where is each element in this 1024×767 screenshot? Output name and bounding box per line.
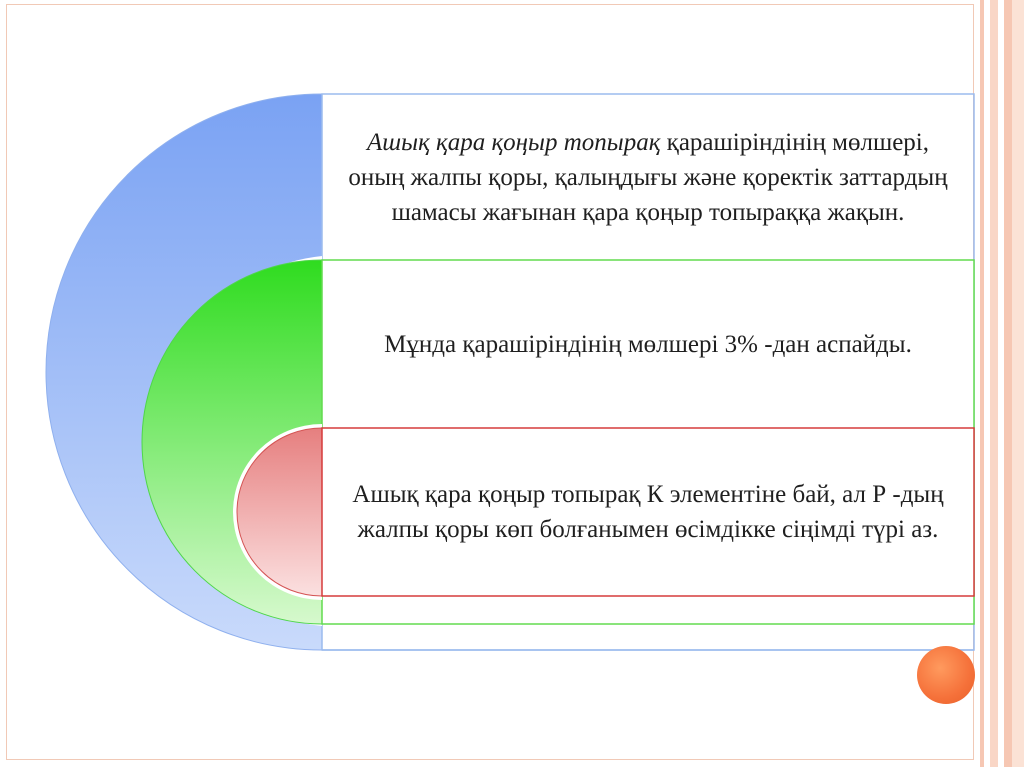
text-block-2 [322,262,974,426]
text-block-1-paragraph [336,125,960,230]
text-block-3 [322,430,974,594]
text-block-1 [322,96,974,258]
orange-circle-decoration [917,646,975,704]
text-block-3-body: Ашық қара қоңыр топырақ К элементіне бай, ал Р -дың жалпы қоры көп болғанымен өсімдікке сіңімді түрі аз. [352,481,944,543]
text-block-2-body: Мұнда қарашіріндінің мөлшері 3% -дан аспайды. [384,330,912,358]
text-block-1-italic: Ашық қара қоңыр топырақ [367,128,661,156]
text-block-1-body: қарашіріндінің мөлшері, оның жалпы қоры, қалыңдығы және қоректік заттардың шамасы жағынан қара қоңыр топыраққа жақын. [348,128,948,226]
